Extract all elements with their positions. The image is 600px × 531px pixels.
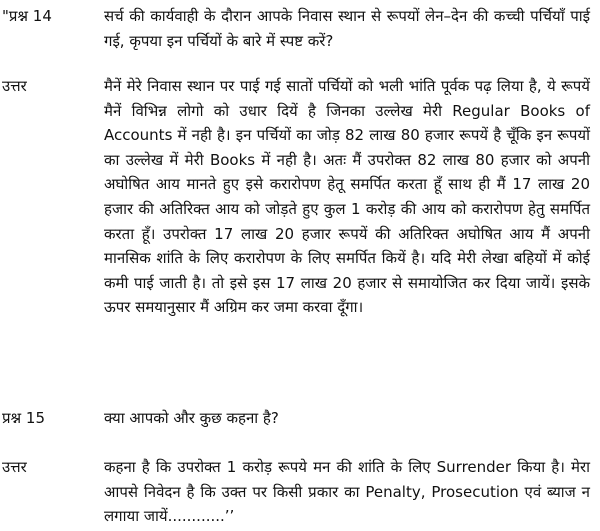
question-14-label: "प्रश्न 14 — [2, 7, 52, 25]
answer-15-label: उत्तर — [2, 458, 27, 476]
answer-14-text: मैनें मेरे निवास स्थान पर पाई गई सातों पर्चियों को भली भांति पूर्वक पढ़ लिया है, ये रूपयें मैनें विभिन्न लोगो को उधार दियें है जिनका उल्लेख मेरी Regular Books of Accounts में नही है। इन पर्चियों का जोड़ 82 लाख 80 हजार रूपयें है चूँकि इन रूपयों का उल्लेख में मेरी Books में नही है। अतः मैं उपरोक्त 82 लाख 80 हजार को अपनी अघोषित आय मानते हुए इसे करारोपण हेतू समर्पित करता हूँ साथ ही मैं 17 लाख 20 हजार की अतिरिक्त आय को जोड़ते हुए कुल 1 करोड़ की आय को करारोपण हेतु समर्पित करता हूँ। उपरोक्त 17 लाख 20 हजार रूपयें की अतिरिक्त अघोषित आय मैं अपनी मानसिक शांति के लिए करारोपण के लिए समर्पित कियें है। यदि मेरी लेखा बहियों में कोई कमी पाई जाती है। तो इसे इस 17 लाख 20 हजार से समायोजित कर दिया जायें। इसके ऊपर समयानुसार मैं अग्रिम कर जमा करवा दूँगा। — [104, 77, 590, 317]
answer-15-text: कहना है कि उपरोक्त 1 करोड़ रूपये मन की शांति के लिए Surrender किया है। मेरा आपसे निवेदन है कि उक्त पर किसी प्रकार का Penalty, Prosecution एवं ब्याज न लगाया जायें............’’ — [104, 458, 590, 526]
question-14-text: सर्च की कार्यवाही के दौरान आपके निवास स्थान से रूपयों लेन–देन की कच्ची पर्चियाँ पाई गई, कृपया इन पर्चियों के बारे में स्पष्ट करें? — [104, 7, 590, 50]
question-15-label: प्रश्न 15 — [2, 409, 45, 427]
question-15-text: क्या आपको और कुछ कहना है? — [104, 409, 279, 427]
answer-14-label: उत्तर — [2, 77, 27, 95]
